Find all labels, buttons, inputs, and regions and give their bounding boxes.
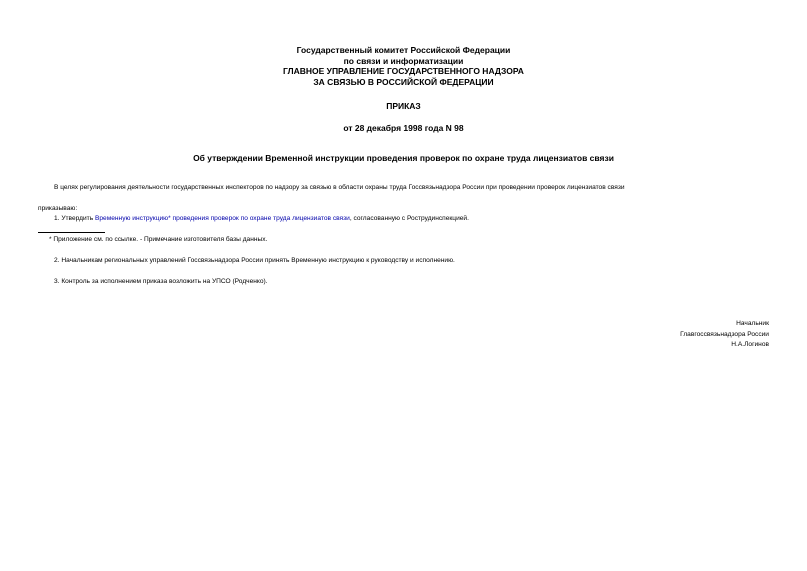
signature-name: Н.А.Логинов (731, 341, 769, 348)
document-subject: Об утверждении Временной инструкции проведения проверок по охране труда лицензиатов связи (193, 153, 614, 163)
issuer-line-4: ЗА СВЯЗЬЮ В РОССИЙСКОЙ ФЕДЕРАЦИИ (313, 76, 494, 87)
order-date: от 28 декабря 1998 года N 98 (343, 123, 464, 133)
issuer-line-3: ГЛАВНОЕ УПРАВЛЕНИЕ ГОСУДАРСТВЕННОГО НАДЗОРА (283, 66, 524, 76)
instruction-link[interactable]: Временную инструкцию* проведения проверок по охране труда лицензиатов связи (94, 215, 350, 222)
item-3: 3. Контроль за исполнением приказа возложить на УПСО (Родченко). (54, 278, 268, 285)
item-1-prefix: 1. Утвердить (54, 215, 95, 222)
issuer-line-1: Государственный комитет Российской Федерации (296, 45, 511, 55)
footnote: * Приложение см. по ссылке. - Примечание изготовителя базы данных. (49, 236, 268, 243)
signature-organization: Главгоссвязьнадзора России (680, 330, 769, 338)
issuer-block (0, 45, 807, 87)
signature-position: Начальник (736, 320, 769, 327)
signature-block (680, 319, 769, 351)
intro-paragraph: В целях регулирования деятельности государственных инспекторов по надзору за связью в области охраны труда Госсвязьнадзора России при проведении проверок лицензиатов связи (54, 184, 625, 191)
issuer-line-2: по связи и информатизации (343, 55, 464, 66)
item-1-suffix: , согласованную с Рострудинспекцией. (349, 215, 469, 222)
footnote-divider (38, 232, 105, 233)
item-1 (54, 215, 469, 223)
decree-word: приказываю: (38, 205, 78, 212)
item-2: 2. Начальникам региональных управлений Госсвязьнадзора России принять Временную инструкцию к руководству и исполнению. (54, 257, 455, 264)
order-title: ПРИКАЗ (386, 101, 421, 111)
